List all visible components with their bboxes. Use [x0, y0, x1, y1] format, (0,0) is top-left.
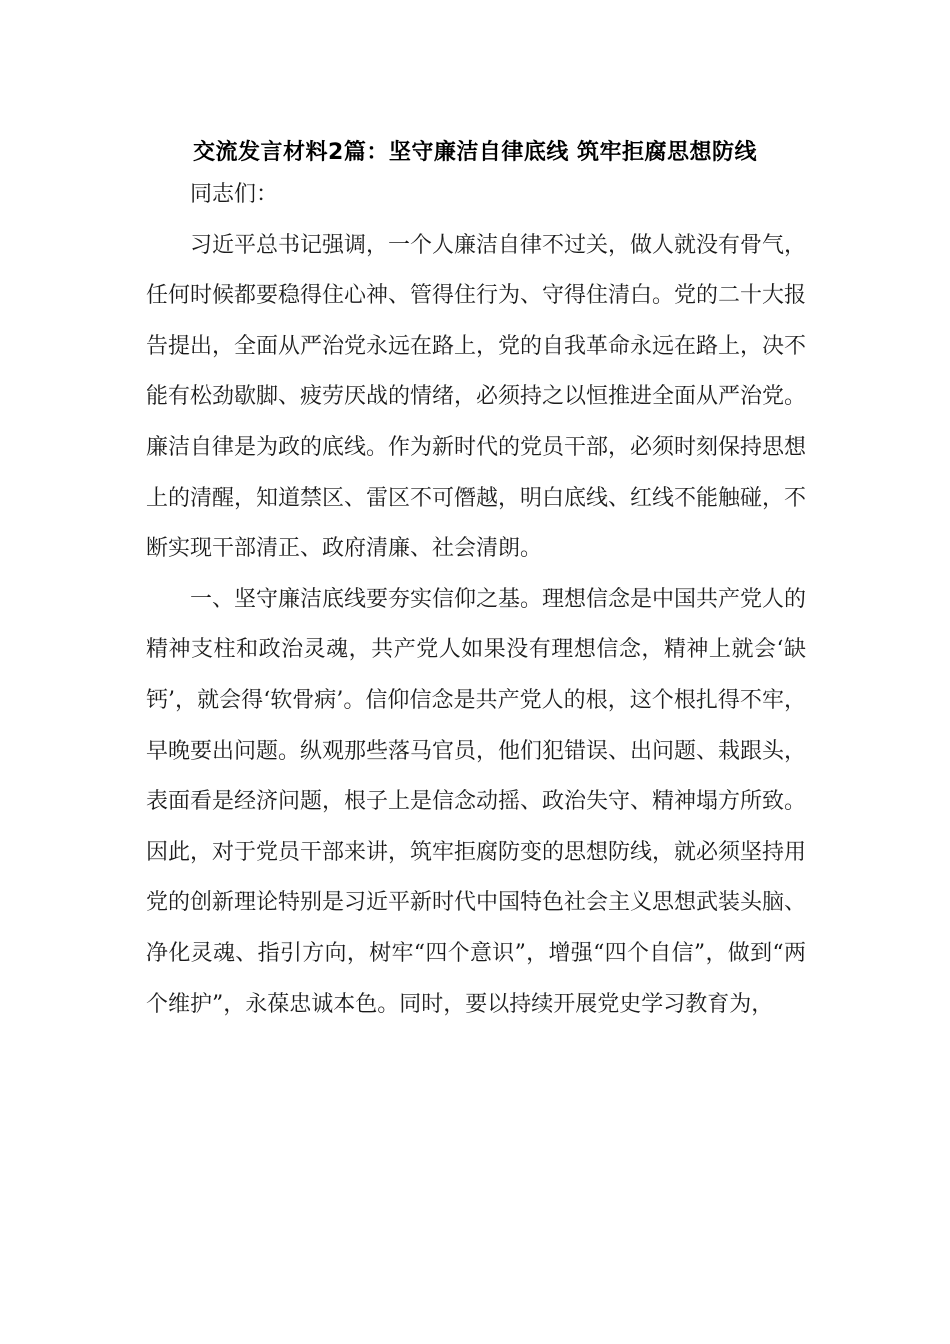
- salutation: 同志们：: [190, 182, 279, 207]
- document-body: [146, 170, 806, 1030]
- paragraph-intro: 习近平总书记强调，一个人廉洁自律不过关，做人就没有骨气，任何时候都要稳得住心神、管得住行为、守得住清白。党的二十大报告提出，全面从严治党永远在路上，党的自我革命永远在路上，决不能有松劲歇脚、疲劳厌战的情绪，必须持之以恒推进全面从严治党。廉洁自律是为政的底线。作为新时代的党员干部，必须时刻保持思想上的清醒，知道禁区、雷区不可僭越，明白底线、红线不能触碰，不断实现干部清正、政府清廉、社会清朗。: [146, 232, 807, 562]
- document-title: 交流发言材料2篇：坚守廉洁自律底线 筑牢拒腐思想防线: [193, 140, 757, 165]
- paragraph-section-1: 一、坚守廉洁底线要夯实信仰之基。理想信念是中国共产党人的精神支柱和政治灵魂，共产党人如果没有理想信念，精神上就会‘缺钙’，就会得‘软骨病’。信仰信念是共产党人的根，这个根扎得不牢，早晚要出问题。纵观那些落马官员，他们犯错误、出问题、栽跟头，表面看是经济问题，根子上是信念动摇、政治失守、精神塌方所致。因此，对于党员干部来讲，筑牢拒腐防变的思想防线，就必须坚持用党的创新理论特别是习近平新时代中国特色社会主义思想武装头脑、净化灵魂、指引方向，树牢“四个意识”，增强“四个自信”，做到“两个维护”，永葆忠诚本色。同时，要以持续开展党史学习教育为，: [146, 586, 807, 1017]
